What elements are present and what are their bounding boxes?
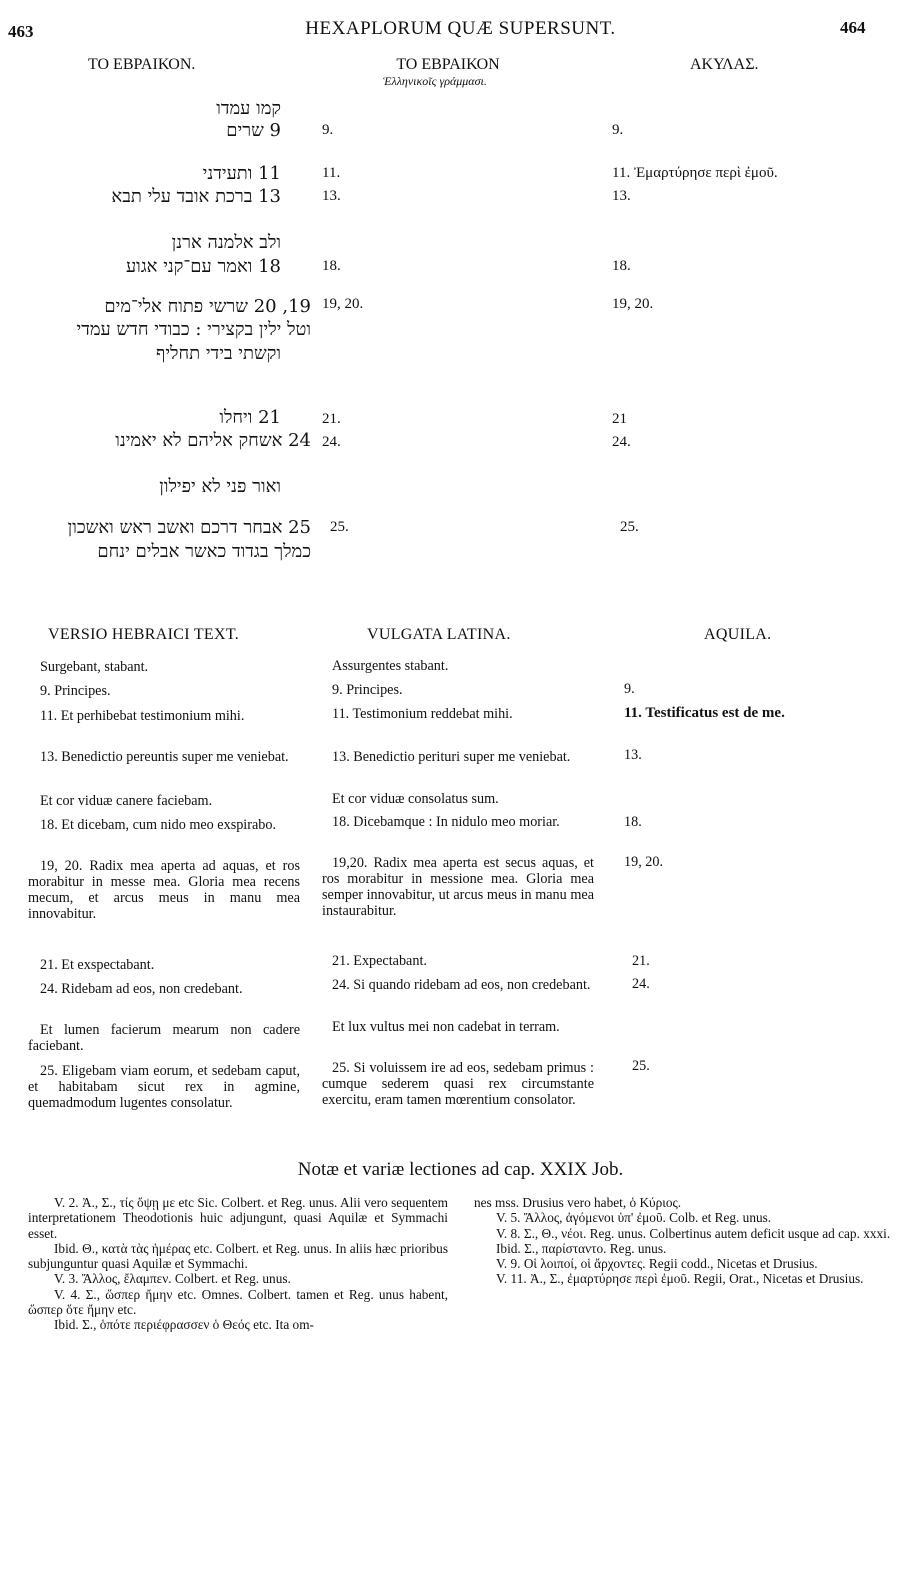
latin-versio-text: 25. Eligebam viam eorum, et sedebam caput, et habitabam sicut rex in agmine, quemadmodum lugentes consolatur. — [28, 1063, 300, 1111]
hebrew-line: 18 ואמר עם־קני אגוע — [125, 256, 281, 277]
col-head-hebrew: ΤΟ ΕΒΡΑΙΚΟΝ. — [88, 56, 196, 73]
hebrew-line: 19, 20 שרשי פתוח אלי־מים — [104, 296, 311, 317]
verse-number: 25. — [330, 519, 349, 535]
latin-versio-text: 21. Et exspectabant. — [40, 957, 155, 973]
verse-number: 18. — [322, 258, 341, 274]
note-entry: Ibid. Σ., ὁπότε περιέφρασσεν ὁ Θεός etc. Ita om- — [54, 1317, 314, 1333]
col-head-hebrew-greek-sub: Ἑλληνικοῖς γράμμασι. — [383, 74, 487, 88]
verse-number: 9. — [322, 122, 334, 138]
col-head-aquila: AQUILA. — [704, 626, 772, 643]
latin-vulgata-text: 21. Expectabant. — [332, 953, 427, 969]
verse-number: 24. — [612, 434, 631, 450]
latin-aquila-text: 19, 20. — [624, 854, 664, 870]
hebrew-line: וקשתי בידי תחליף — [156, 343, 281, 364]
col-head-versio: VERSIO HEBRAICI TEXT. — [48, 626, 240, 643]
col-head-vulgata: VULGATA LATINA. — [367, 626, 511, 643]
aquila-greek-text: 11. Ἐμαρτύρησε περὶ ἐμοῦ. — [612, 165, 778, 181]
verse-number: 11. — [322, 165, 341, 181]
latin-vulgata-text: 13. Benedictio perituri super me veniebat. — [332, 749, 571, 765]
latin-vulgata-text: 24. Si quando ridebam ad eos, non credebant. — [332, 977, 591, 993]
latin-versio-text: 24. Ridebam ad eos, non credebant. — [40, 981, 243, 997]
hebrew-line: ואור פני לא יפילון — [159, 476, 281, 497]
note-entry: V. 3. Ἄλλος, ἔλαμπεν. Colbert. et Reg. unus. — [54, 1271, 291, 1287]
verse-number: 25. — [620, 519, 639, 535]
latin-versio-text: Et cor viduæ canere faciebam. — [40, 793, 213, 809]
page-number-left: 463 — [8, 22, 34, 41]
note-entry: V. 8. Σ., Θ., νέοι. Reg. unus. Colbertinus autem deficit usque ad cap. xxxi. — [496, 1225, 891, 1241]
latin-vulgata-text: 25. Si voluissem ire ad eos, sedebam primus : cumque sederem quasi rex circumstante exercitu, eram tamen mœrentium consolator. — [322, 1060, 594, 1108]
latin-aquila-text: 25. — [632, 1058, 650, 1074]
col-head-hebrew-greek: ΤΟ ΕΒΡΑΙΚΟΝ — [396, 56, 500, 73]
note-entry: Ibid. Σ., παρίσταντο. Reg. unus. — [496, 1240, 667, 1256]
hebrew-line: 13 ברכת אובד עלי תבא — [111, 186, 281, 207]
latin-vulgata-text: 18. Dicebamque : In nidulo meo moriar. — [332, 814, 560, 830]
latin-vulgata-text: 11. Testimonium reddebat mihi. — [332, 706, 513, 722]
notes-left-column — [28, 1195, 448, 1333]
note-entry: V. 2. Ἀ., Σ., τίς ὄψῃ με etc Sic. Colbert. et Reg. unus. Alii vero sequentem interpretationem Theodotionis huic adjungunt, quasi Aquilæ et Symmachi esset. — [28, 1195, 448, 1241]
hebrew-line: קמו עמדו — [216, 98, 281, 119]
hebrew-line: 9 שרים — [226, 120, 281, 141]
latin-vulgata-text: Et cor viduæ consolatus sum. — [332, 791, 499, 807]
note-entry: V. 4. Σ., ὥσπερ ἤμην etc. Omnes. Colbert. tamen et Reg. unus habent, ὥσπερ ὅτε ἤμην etc. — [28, 1286, 448, 1318]
latin-versio-text: Et lumen facierum mearum non cadere faciebant. — [28, 1022, 300, 1054]
hebrew-line: 24 אשחק אליהם לא יאמינו — [115, 430, 311, 451]
hebrew-line: 25 אבחר דרכם ואשב ראש ואשכון — [67, 517, 311, 538]
latin-vulgata-text: 19,20. Radix mea aperta est secus aquas, et ros morabitur in messione mea. Gloria mea semper innovabitur, ut arcus meus in manu mea instaurabitur. — [322, 855, 594, 919]
latin-versio-text: 11. Et perhibebat testimonium mihi. — [40, 708, 245, 724]
latin-aquila-text: 9. — [624, 681, 635, 697]
hebrew-line: כמלך בגדוד כאשר אבלים ינחם — [97, 541, 311, 562]
hebrew-line: וטל ילין בקצירי : כבודי חדש עמדי — [76, 319, 311, 340]
latin-aquila-text: 13. — [624, 747, 642, 763]
verse-number: 21. — [322, 411, 341, 427]
latin-versio-text: 19, 20. Radix mea aperta ad aquas, et ros morabitur in messe mea. Gloria mea recens mecum, et arcus meus in manu mea innovabitur. — [28, 858, 300, 922]
latin-versio-text: 13. Benedictio pereuntis super me veniebat. — [40, 749, 289, 765]
running-title: HEXAPLORUM QUÆ SUPERSUNT. — [305, 18, 616, 39]
notes-right-column — [474, 1195, 892, 1287]
verse-number: 13. — [612, 188, 631, 204]
latin-aquila-text: 18. — [624, 814, 642, 830]
latin-aquila-text: 11. Testificatus est de me. — [624, 705, 785, 721]
col-head-aquila-greek: ΑΚΥΛΑΣ. — [690, 56, 759, 73]
note-entry: Ibid. Θ., κατὰ τὰς ἡμέρας etc. Colbert. et Reg. unus. In aliis hæc prioribus subjunguntur quasi Aquilæ et Symmachi. — [28, 1240, 448, 1272]
hebrew-line: ולב אלמנה ארנן — [171, 232, 281, 253]
note-entry: V. 11. Ἀ., Σ., ἐμαρτύρησε περὶ ἐμοῦ. Regii, Orat., Nicetas et Drusius. — [496, 1271, 864, 1287]
page-number-right: 464 — [840, 18, 866, 37]
latin-aquila-text: 21. — [632, 953, 650, 969]
verse-number: 18. — [612, 258, 631, 274]
note-entry: nes mss. Drusius vero habet, ὁ Κύριος. — [474, 1195, 682, 1210]
notes-title: Notæ et variæ lectiones ad cap. XXIX Job. — [297, 1159, 624, 1180]
verse-number: 19, 20. — [322, 296, 364, 312]
hebrew-line: 11 ותעידני — [202, 163, 281, 184]
verse-number: 21 — [612, 411, 627, 427]
latin-versio-text: 9. Principes. — [40, 683, 111, 699]
verse-number: 9. — [612, 122, 624, 138]
latin-vulgata-text: Et lux vultus mei non cadebat in terram. — [332, 1019, 560, 1035]
hebrew-line: 21 ויחלו — [219, 407, 281, 428]
verse-number: 19, 20. — [612, 296, 654, 312]
note-entry: V. 5. Ἄλλος, ἀγόμενοι ὑπ' ἐμοῦ. Colb. et Reg. unus. — [496, 1210, 772, 1226]
latin-versio-text: 18. Et dicebam, cum nido meo exspirabo. — [40, 817, 277, 833]
latin-vulgata-text: Assurgentes stabant. — [332, 658, 449, 674]
latin-aquila-text: 24. — [632, 976, 650, 992]
latin-versio-text: Surgebant, stabant. — [40, 659, 149, 675]
verse-number: 24. — [322, 434, 341, 450]
verse-number: 13. — [322, 188, 341, 204]
note-entry: V. 9. Οἱ λοιποί, οἱ ἄρχοντες. Regii codd., Nicetas et Drusius. — [496, 1256, 818, 1272]
latin-vulgata-text: 9. Principes. — [332, 682, 403, 698]
